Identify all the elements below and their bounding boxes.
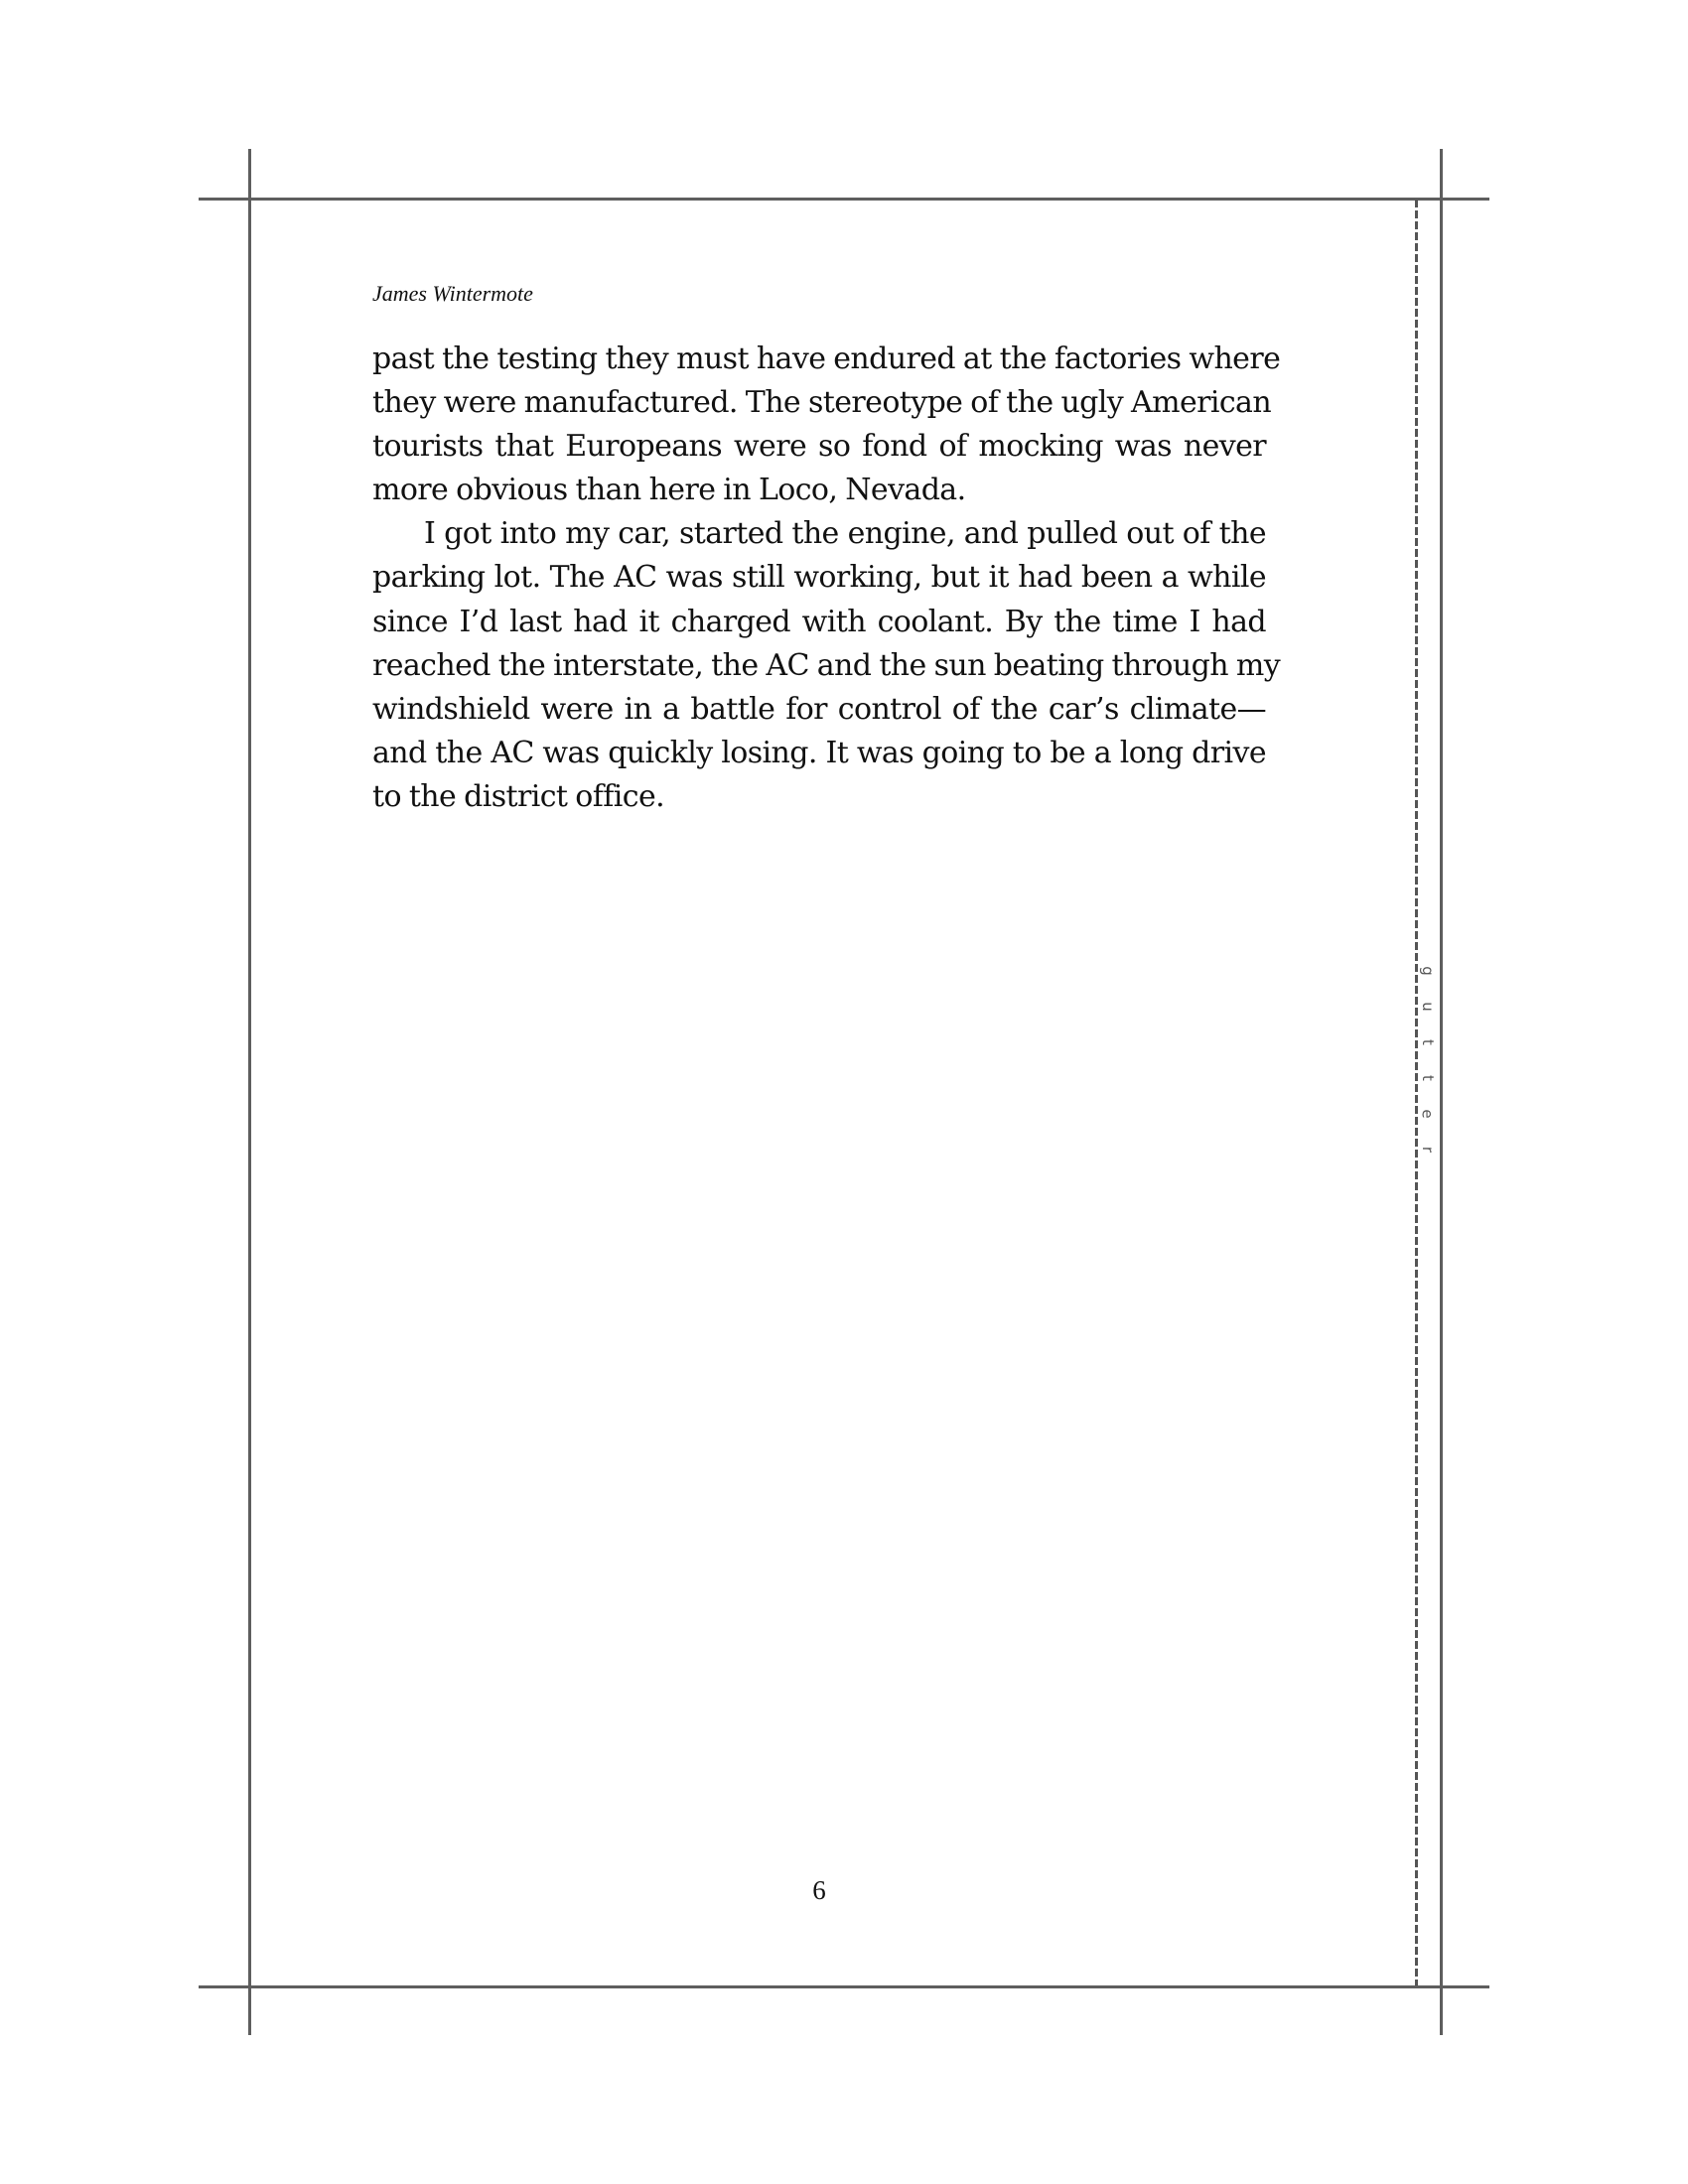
- text-line: past the testing they must have endured at the factories where: [372, 341, 1281, 376]
- paragraph-2: [372, 512, 1281, 819]
- bottom-trim-line: [199, 1985, 1489, 1988]
- body-text: [372, 338, 1281, 819]
- top-trim-line: [199, 198, 1489, 201]
- gutter-letter: u: [1418, 1002, 1437, 1012]
- right-trim-line: [1440, 149, 1443, 2035]
- text-line: parking lot. The AC was still working, but it had been a while: [372, 560, 1266, 596]
- page-number: 6: [812, 1875, 826, 1905]
- text-line: to the district office.: [372, 778, 665, 814]
- gutter-letter: e: [1418, 1109, 1437, 1119]
- paragraph-1: [372, 338, 1281, 512]
- gutter-letter: g: [1419, 966, 1437, 976]
- text-line: they were manufactured. The stereotype of the ugly American: [372, 385, 1272, 421]
- text-line: I got into my car, started the engine, and pulled out of the: [424, 516, 1266, 552]
- text-line: more obvious than here in Loco, Nevada.: [372, 473, 966, 508]
- text-line: windshield were in a battle for control of the car’s climate—: [372, 691, 1266, 727]
- text-line: tourists that Europeans were so fond of mocking was never: [372, 429, 1266, 465]
- text-line: and the AC was quickly losing. It was going to be a long drive: [372, 735, 1266, 770]
- left-trim-line: [248, 149, 251, 2035]
- running-head-author: James Wintermote: [372, 281, 533, 306]
- gutter-letter: t: [1418, 1075, 1437, 1081]
- gutter-label: [1420, 953, 1436, 1167]
- text-line: since I’d last had it charged with coolant. By the time I had: [372, 604, 1266, 639]
- gutter-dashed-line: [1415, 200, 1418, 1985]
- text-line: reached the interstate, the AC and the sun beating through my: [372, 647, 1281, 683]
- gutter-letter: r: [1418, 1146, 1437, 1154]
- gutter-letter: t: [1418, 1039, 1437, 1045]
